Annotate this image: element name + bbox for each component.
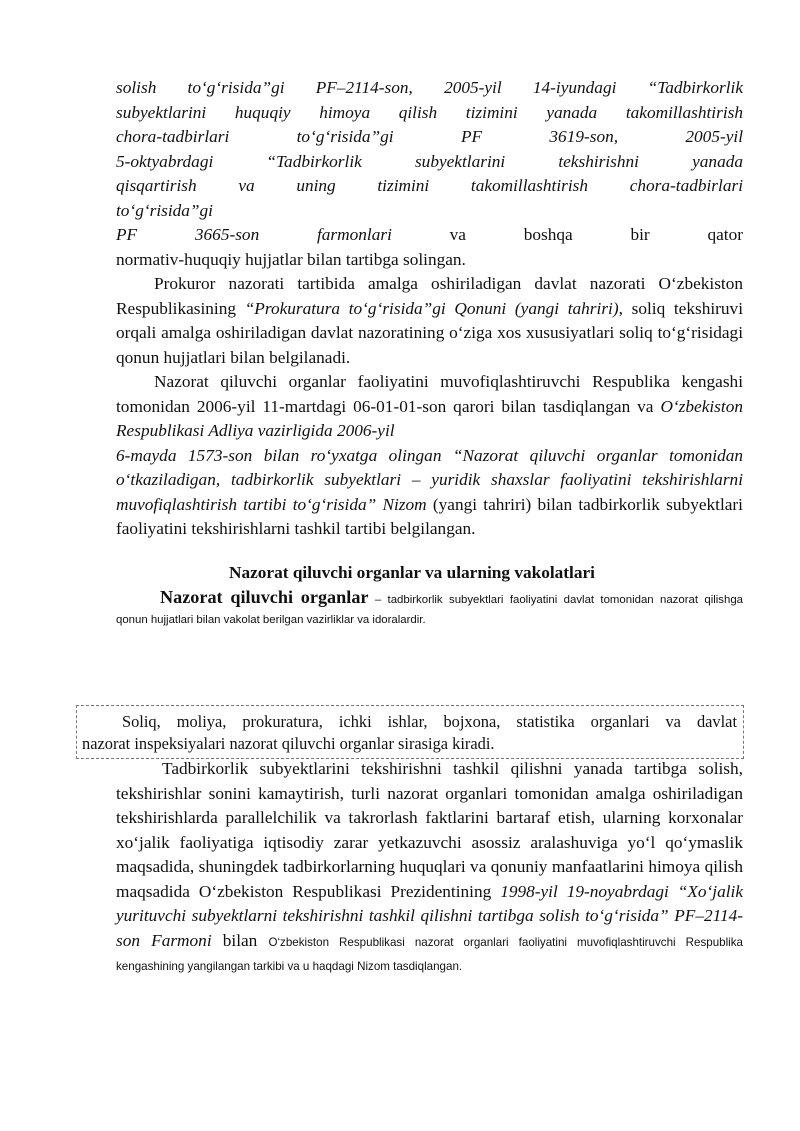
paragraph-text: (yangi tahriri) bilan tadbirkorlik subyektlari faoliyatini tekshirishlarni tashkil tartibi belgilangan. [116,494,743,538]
paragraph-text: Nazorat qiluvchi organlar faoliyatini muvofiqlashtiruvchi Respublika kengashi tomonidan 2006-yil 11-martdagi 06-01-01-son qarori bilan tasdiqlangan va [116,372,743,416]
decree-reference: PF 3665-son farmonlari [116,225,392,244]
intro-line: to‘g‘risida”gi [116,200,213,220]
intro-line: 5-oktyabrdagi “Tadbirkorlik subyektlarini tekshirishni yanada [116,151,743,171]
definition-text: – tadbirkorlik subyektlari faoliyatini davlat tomonidan nazorat qilishga qonun hujjatlari bilan vakolat berilgan vazirliklar va idoralardir. [116,593,743,626]
decree-reference: 1998-yil 19-noyabrdagi “Xo‘jalik yurituvchi subyektlarni tekshirishni tashkil qilishni tartibga solish to‘g‘risida” PF–2114-son Farmoni [116,881,744,950]
definition-term: Nazorat qiluvchi organlar [160,586,369,607]
paragraph-text: , soliq tekshiruvi orqali amalga oshiriladigan davlat nazoratining o‘ziga xos xususiyatlari soliq to‘g‘risidagi qonun hujjatlari bilan belgilanadi. [116,298,743,367]
intro-line: solish to‘g‘risida”gi PF–2114-son, 2005-yil 14-iyundagi “Tadbirkorlik [116,78,743,97]
intro-paragraph [116,76,743,272]
spacer [116,542,743,561]
paragraph-decree-text [116,757,743,978]
intro-line: subyektlarini huquqiy himoya qilish tizimini yanada takomillashtirish [116,102,743,122]
intro-line: normativ-huquqiy hujjatlar bilan tartibga solingan. [116,249,466,269]
paragraph-small-text: O‘zbekiston Respublikasi nazorat organlari faoliyatini muvofiqlashtiruvchi Respublika kengashining yangilangan tarkibi va u haqdagi Nizom tasdiqlangan. [116,935,743,973]
regulation-reference: 6-mayda 1573-son bilan ro‘yxatga olingan “Nazorat qiluvchi organlar tomonidan o‘tkaziladigan, tadbirkorlik subyektlari – yuridik shaxslar faoliyatini tekshirishlarni muvofiqlashtirish tartibi to‘g‘risida” Nizom [116,445,743,514]
box-line: Soliq, moliya, prokuratura, ichki ishlar, bojxona, statistika organlari va davlat [122,712,737,731]
definition-paragraph [116,585,743,629]
paragraph-text: bilan [211,930,269,950]
regulation-reference: O‘zbekiston Respublikasi Adliya vazirligida 2006-yil [116,396,743,440]
main-text-block [116,76,743,628]
intro-line [116,223,743,248]
law-reference: “Prokuratura to‘g‘risida”gi Qonuni (yangi tahriri) [244,298,619,318]
paragraph-council [116,370,743,542]
paragraph-decree [116,757,743,978]
intro-text: va boshqa bir qator [391,225,743,244]
paragraph-text: Tadbirkorlik subyektlarini tekshirishni tashkil qilishni yanada tartibga solish, tekshirishlar sonini kamaytirish, turli nazorat organlari tomonidan amalga oshiriladigan tekshirishlarda parallelchilik va takrorlash faktlarini bartaraf etish, ularning korxonalar xo‘jalik faoliyatiga iqtisodiy zarar yetkazuvchi asossiz aralashuviga yo‘l qo‘ymaslik maqsadida, shuningdek tadbirkorlarning huquqlari va qonuniy manfaatlarini himoya qilish maqsadida O‘zbekiston Respublikasi Prezidentining [116,759,743,901]
paragraph-text: Prokuror nazorati tartibida amalga oshiriladigan davlat nazorati O‘zbekiston Respublikasining [116,274,743,318]
section-heading: Nazorat qiluvchi organlar va ularning vakolatlari [229,562,595,582]
highlight-box-text [82,711,737,755]
paragraph-prosecutor [116,272,743,370]
box-line: nazorat inspeksiyalari nazorat qiluvchi organlar sirasiga kiradi. [82,734,495,753]
intro-line: qisqartirish va uning tizimini takomillashtirish chora-tadbirlari [116,176,743,195]
intro-line: chora-tadbirlari to‘g‘risida”gi PF 3619-son, 2005-yil [116,127,743,146]
